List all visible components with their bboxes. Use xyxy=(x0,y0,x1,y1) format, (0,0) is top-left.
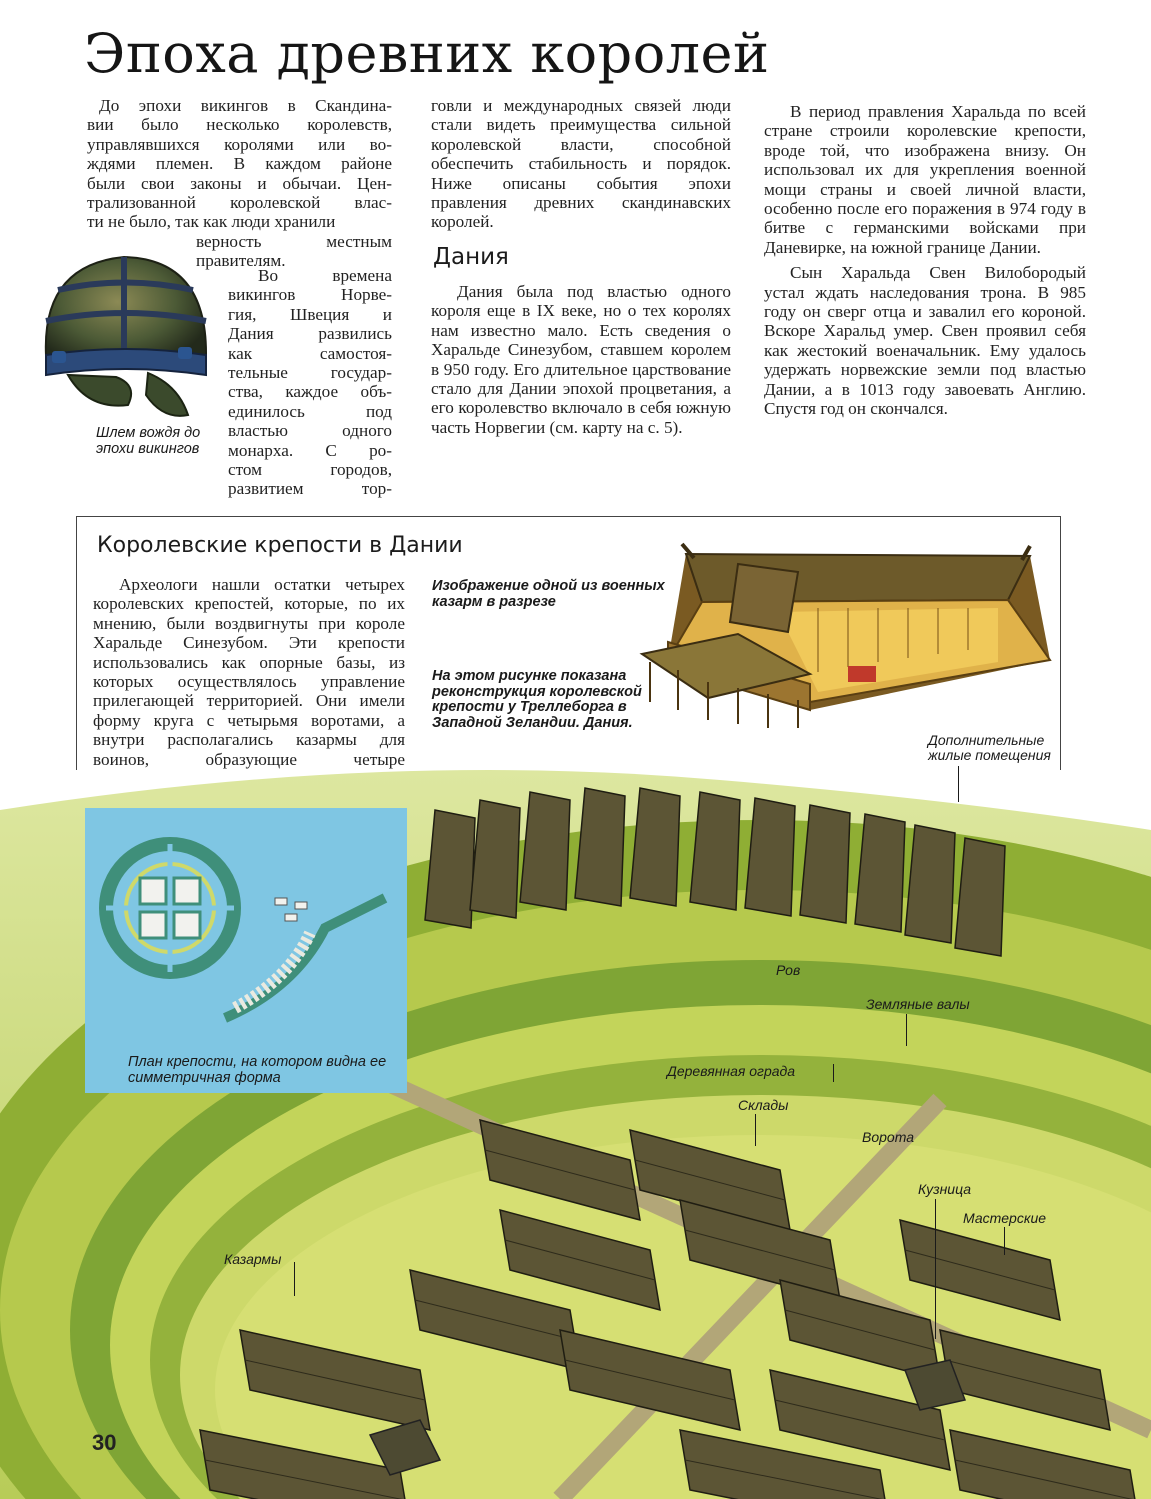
col1-line: ти не было, так как люди хранили xyxy=(87,212,336,232)
pin-barracks xyxy=(294,1262,295,1296)
label-moat: Ров xyxy=(776,962,801,978)
col1-wrap-a-line: правителям. xyxy=(196,251,286,271)
article-column-2b xyxy=(431,282,731,443)
col1-wrap-b-line: Во времена xyxy=(258,266,392,285)
page-number: 30 xyxy=(92,1430,117,1455)
label-gate: Ворота xyxy=(862,1129,914,1145)
col1-wrap-b-line: стом городов, xyxy=(228,460,392,480)
page-title: Эпоха древних королей xyxy=(84,22,770,85)
plan-caption: План крепости, на котором видна ее симметричная форма xyxy=(128,1054,387,1086)
barracks-cross-section xyxy=(638,542,1066,728)
label-warehouses: Склады xyxy=(738,1097,789,1113)
fortress-heading: Королевские крепости в Дании xyxy=(97,533,463,558)
col1-wrap-a-text xyxy=(196,232,392,271)
col1-line: вии было несколько королевств, xyxy=(87,115,392,135)
col3-paragraph-1: В период правления Харальда по всей стране строили королевские крепости, вроде той, что изображена внизу. Он использовал их для укрепления военной мощи страны и своей личной власти, особенно после его поражения в 974 году в битве с германскими войсками при Даневирке, на южной границе Дании. xyxy=(764,102,1086,257)
col1-wrap-b-line: Дания развились xyxy=(228,324,392,344)
fortress-text-column xyxy=(93,575,405,794)
col1-wrap-b-line: викингов Норве- xyxy=(228,285,392,305)
label-extra-housing xyxy=(928,733,1068,763)
col1-wrap-b-line: монарха. С ро- xyxy=(228,440,392,460)
col1-wrap-b-line: ства, каждое объ- xyxy=(228,382,392,402)
pin-warehouses xyxy=(755,1114,756,1146)
label-workshops: Мастерские xyxy=(963,1210,1047,1226)
col1-wrap-a-line: верность местным xyxy=(196,232,392,251)
article-column-3 xyxy=(764,102,1086,425)
fortress-paragraph: Археологи нашли остатки четырех королевских крепостей, которые, по их мнению, были воздвигнуты при короле Харальде Синезубом. Эти крепости использовались как опорные базы, из которых осуществлялось управление прилегающей территорией. Они имели форму круга с четырьмя воротами, а внутри располагались казармы для воинов, образующие четыре xyxy=(93,575,405,769)
article-column-2 xyxy=(431,96,731,238)
col1-line: были свои законы и обычаи. Цен- xyxy=(87,173,392,193)
col1-line: ждями племен. В каждом районе xyxy=(87,154,392,174)
col1-line: До эпохи викингов в Скандина- xyxy=(99,96,392,115)
label-extra-housing-text: Дополнительные жилые помещения xyxy=(928,732,1051,763)
col1-wrap-b-line: единилось под xyxy=(228,401,392,421)
col1-wrap-b-line: гия, Швеция и xyxy=(228,304,392,324)
col1-wrap-b-line: тельные государ- xyxy=(228,363,392,383)
helmet-illustration xyxy=(28,235,223,430)
reconstruction-caption: На этом рисунке показана реконструкция королевской крепости у Треллеборга в Западной Зеландии. Дания. xyxy=(432,668,642,731)
col1-wrap-b-text xyxy=(228,266,392,499)
label-smithy: Кузница xyxy=(918,1181,972,1197)
barracks-caption: Изображение одной из военных казарм в разрезе xyxy=(432,578,665,610)
col1-wrap-b-line: властью одного xyxy=(228,421,392,441)
denmark-heading: Дания xyxy=(433,244,509,270)
pin-extra-housing xyxy=(958,766,959,802)
article-column-1-wrap-b xyxy=(228,266,392,499)
col1-line: трализованной королевской влас- xyxy=(87,193,392,213)
col1-wrap-b-line: как самостоя- xyxy=(228,343,392,363)
label-fence: Деревянная ограда xyxy=(667,1063,796,1079)
label-barracks: Казармы xyxy=(224,1251,282,1267)
col1-line: управлявшихся королями или во- xyxy=(87,134,392,154)
helmet-caption: Шлем вождя до эпохи викингов xyxy=(96,425,201,457)
col1-paragraph xyxy=(87,96,392,232)
label-ramparts: Земляные валы xyxy=(866,996,970,1012)
pin-smithy xyxy=(935,1199,936,1339)
pin-ramparts xyxy=(906,1014,907,1046)
col1-wrap-b-line: развитием тор- xyxy=(228,479,392,499)
col2-paragraph-2: Дания была под властью одного короля еще в IX веке, но о тех королях нам известно мало. Есть сведения о Харальде Синезубом, ставшем королем в 950 году. Его длительное царствование стало для Дании эпохой процветания, а его королевство включало в себя южную часть Норвегии (см. карту на с. 5). xyxy=(431,282,731,437)
article-column-1 xyxy=(87,96,392,232)
col2-paragraph-1: говли и международных связей люди стали видеть преимущества сильной королевской власти, способной обеспечить стабильность и порядок. Ниже описаны события эпохи правления древних скандинавских королей. xyxy=(431,96,731,232)
pin-workshops xyxy=(1004,1227,1005,1255)
col3-paragraph-2: Сын Харальда Свен Вилобородый устал ждать наследования трона. В 985 году он сверг отца и завалил его короной. Вскоре Харальд умер. Свен проявил себя как жестокий военачальник. Ему удалось удержать норвежские земли под властью Дании, а в 1013 году завоевать Англию. Спустя год он скончался. xyxy=(764,263,1086,419)
fortress-plan-inset xyxy=(85,808,407,1093)
pin-fence xyxy=(833,1064,834,1082)
article-column-1-wrap-a xyxy=(196,232,392,271)
